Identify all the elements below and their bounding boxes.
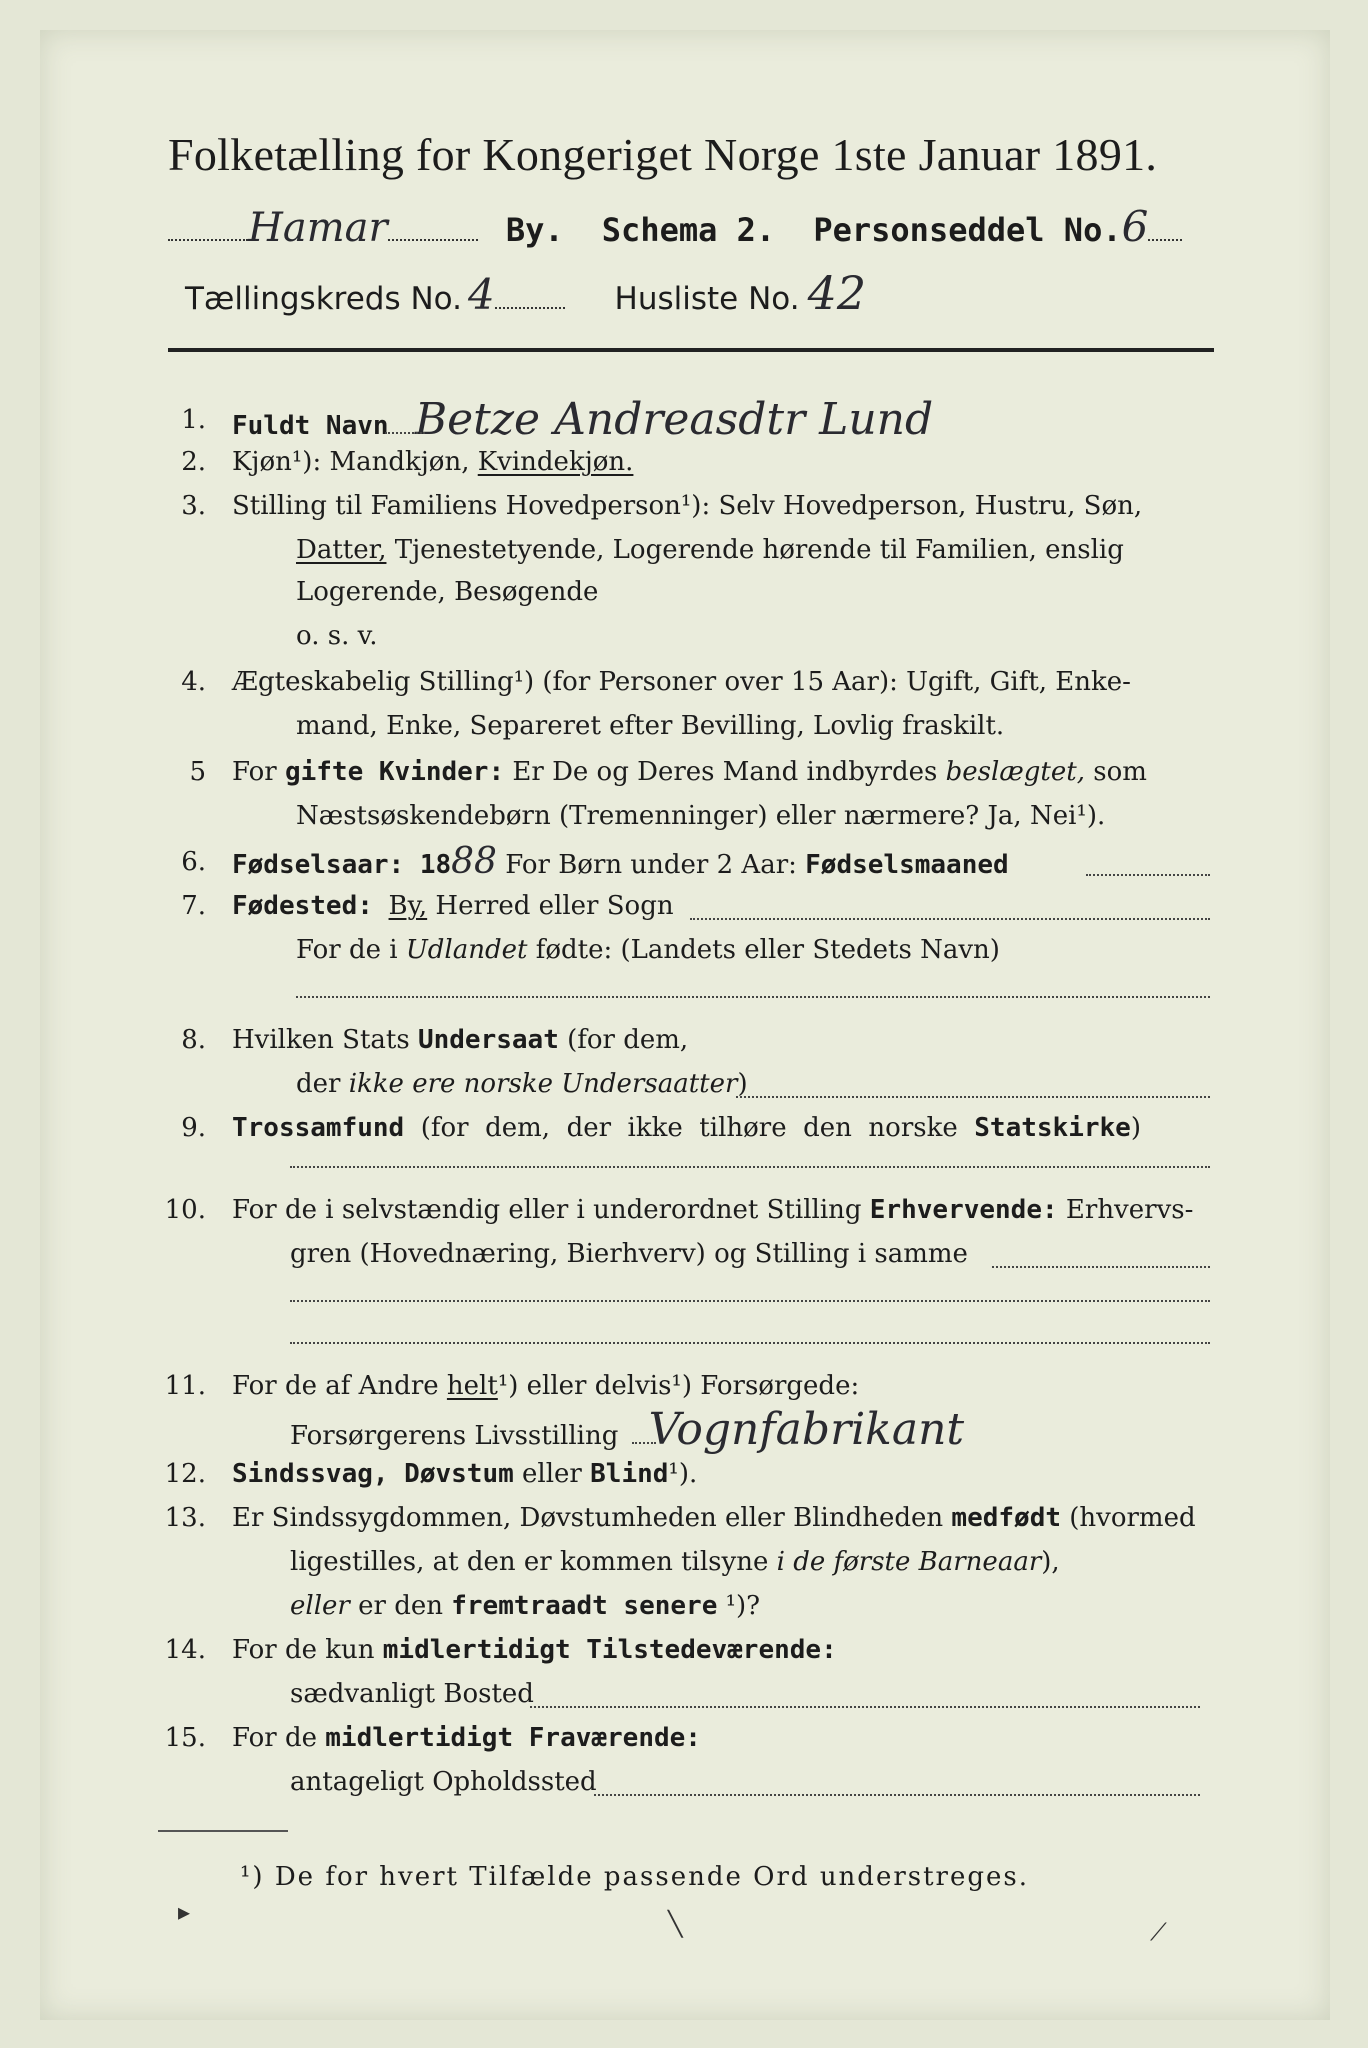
supporter-value: Vognfabrikant: [648, 1404, 965, 1455]
by-label: By.: [505, 211, 564, 249]
dotted-line: [632, 1442, 656, 1444]
margin-mark: ⟋: [1150, 1918, 1167, 1946]
dotted-line: [388, 238, 478, 241]
item-marital-status: Ægteskabelig Stilling¹) (for Personer over 15 Aar): Ugift, Gift, Enke-: [232, 667, 1131, 697]
text: ),: [1041, 1547, 1060, 1577]
item-number: 2.: [181, 447, 206, 477]
item-number: 8.: [181, 1025, 206, 1055]
item-number: 12.: [164, 1459, 206, 1489]
item-religion: [232, 1106, 1141, 1150]
item-birthplace-line2: [296, 928, 1000, 972]
item-number: 15.: [164, 1723, 206, 1753]
text-italic: eller: [290, 1591, 350, 1621]
margin-mark: ╲: [668, 1910, 683, 1938]
item-temporary-present: [232, 1628, 837, 1672]
dotted-line: [385, 432, 425, 434]
dotted-line: [290, 1300, 1210, 1302]
position-selected: Datter,: [296, 535, 387, 565]
item-number: 13.: [164, 1503, 206, 1533]
husliste-label: Husliste No.: [614, 281, 800, 317]
text-bold: Statskirke: [974, 1113, 1131, 1143]
text: der: [296, 1069, 349, 1099]
dotted-line: [690, 918, 1210, 920]
item-birth-year: [232, 840, 1009, 887]
form-title: Folketælling for Kongeriget Norge 1ste Januar 1891.: [168, 129, 1158, 180]
birth-year-value: 88: [451, 841, 497, 882]
dotted-line: [736, 1096, 1210, 1098]
text: eller: [513, 1459, 591, 1489]
husliste-number: 42: [807, 266, 867, 320]
text: (for dem,: [558, 1025, 689, 1055]
text-bold: Blind: [590, 1459, 669, 1489]
text-bold: midlertidigt Fraværende:: [325, 1723, 701, 1753]
item-congenital-line3: [290, 1584, 760, 1628]
item-probable-residence: antageligt Opholdssted: [290, 1767, 597, 1797]
item-family-position-line3: Logerende, Besøgende: [296, 577, 599, 607]
full-name-value: Betze Andreasdtr Lund: [414, 394, 934, 445]
full-name-label: Fuldt Navn: [232, 411, 389, 441]
supported-selected: helt: [446, 1371, 498, 1401]
dotted-line: [594, 1794, 1200, 1796]
dotted-line: [495, 306, 565, 309]
sex-selected: Kvindekjøn.: [477, 447, 634, 477]
text: For Børn under 2 Aar:: [496, 850, 806, 880]
supporter-label: Forsørgerens Livsstilling: [290, 1421, 619, 1451]
dotted-line: [290, 1166, 1210, 1168]
text: fødte: (Landets eller Stedets Navn): [527, 935, 1000, 965]
kreds-number: 4: [467, 270, 495, 319]
item-marital-status-line2: mand, Enke, Separeret efter Bevilling, Lovlig fraskilt.: [296, 711, 1005, 741]
married-women-label: gifte Kvinder:: [284, 757, 505, 787]
item-number: 14.: [164, 1635, 206, 1665]
text: Er De og Deres Mand indbyrdes: [504, 757, 946, 787]
item-number: 9.: [181, 1113, 206, 1143]
footnote: ¹) De for hvert Tilfælde passende Ord understreges.: [240, 1862, 1030, 1892]
text-italic: i de første Barneaar: [776, 1547, 1042, 1577]
text: Hvilken Stats: [232, 1025, 418, 1055]
text: Herred eller Sogn: [427, 891, 674, 921]
birth-month-label: Fødselsmaaned: [805, 850, 1009, 880]
item-number: 5: [189, 757, 206, 787]
dotted-line: [530, 1706, 1200, 1708]
item-number: 4.: [181, 667, 206, 697]
city-handwritten: Hamar: [248, 205, 388, 251]
text-italic: ikke ere norske Undersaatter: [348, 1069, 738, 1099]
text: (for dem, der ikke tilhøre den norske: [404, 1113, 975, 1143]
item-sex: [232, 440, 633, 484]
item-number: 11.: [164, 1371, 206, 1401]
birth-year-label: Fødselsaar: 18: [232, 850, 452, 880]
dotted-line: [290, 1342, 1210, 1344]
dotted-line: [296, 996, 1210, 998]
item-congenital-line2: [290, 1540, 1060, 1584]
item-occupation-line2: gren (Hovednæring, Bierhverv) og Stilling i samme: [290, 1239, 968, 1269]
disability-label: Sindssvag, Døvstum: [232, 1459, 514, 1489]
text: ¹) eller delvis¹) Forsørgede:: [497, 1371, 860, 1401]
item-supported: [232, 1364, 859, 1408]
text: ): [737, 1069, 748, 1099]
text-italic: Udlandet: [405, 935, 528, 965]
kreds-label: Tællingskreds No.: [185, 281, 462, 317]
personseddel-number: 6: [1121, 202, 1149, 251]
item-disability: [232, 1452, 697, 1496]
item-congenital: [232, 1496, 1196, 1540]
text: For de i selvstændig eller i underordnet Stilling: [232, 1195, 870, 1225]
text: For de af Andre: [232, 1371, 447, 1401]
item-number: 10.: [164, 1195, 206, 1225]
text: For de i: [296, 935, 406, 965]
text: ¹).: [668, 1459, 698, 1489]
item-number: 6.: [181, 847, 206, 877]
text: Erhvervs-: [1057, 1195, 1194, 1225]
text-bold: medfødt: [951, 1503, 1061, 1533]
item-usual-residence: sædvanligt Bosted: [290, 1679, 534, 1709]
item-supporter-occupation: [290, 1404, 965, 1458]
personseddel-label: Personseddel No.: [813, 211, 1122, 249]
text: (hvormed: [1061, 1503, 1196, 1533]
item-family-position-line2: [296, 528, 1124, 572]
text: ): [1130, 1113, 1141, 1143]
city-row: [168, 202, 1182, 251]
text: ¹)?: [717, 1591, 761, 1621]
dotted-line: [1148, 238, 1182, 241]
citizenship-label: Undersaat: [417, 1025, 559, 1055]
item-number: 3.: [181, 491, 206, 521]
birthplace-label: Fødested:: [232, 891, 389, 921]
schema-label: Schema 2.: [601, 211, 776, 249]
item-number: 1.: [181, 405, 206, 435]
text: For de kun: [232, 1635, 383, 1665]
item-citizenship-line2: [296, 1062, 748, 1106]
footnote-rule: [158, 1830, 288, 1832]
kreds-row: [185, 266, 866, 320]
text: som: [1084, 757, 1147, 787]
religion-label: Trossamfund: [232, 1113, 405, 1143]
item-occupation: [232, 1188, 1193, 1232]
item-birthplace: [232, 884, 674, 928]
text-bold: fremtraadt senere: [451, 1591, 718, 1621]
dotted-line: [168, 238, 248, 241]
margin-mark: ▸: [178, 1898, 191, 1926]
item-citizenship: [232, 1018, 688, 1062]
item-temporary-absent: [232, 1716, 701, 1760]
text-bold: midlertidigt Tilstedeværende:: [382, 1635, 837, 1665]
birthplace-selected: By,: [388, 891, 428, 921]
text: For: [232, 757, 285, 787]
occupation-label: Erhvervende:: [869, 1195, 1058, 1225]
item-married-women-line2: Næstsøskendebørn (Tremenninger) eller nærmere? Ja, Nei¹).: [296, 801, 1106, 831]
position-options: Tjenestetyende, Logerende hørende til Familien, enslig: [386, 535, 1124, 565]
text: Er Sindssygdommen, Døvstumheden eller Blindheden: [232, 1503, 952, 1533]
sex-label: Kjøn¹): Mandkjøn,: [232, 447, 478, 477]
item-number: 7.: [181, 891, 206, 921]
item-family-position: Stilling til Familiens Hovedperson¹): Selv Hovedperson, Hustru, Søn,: [232, 491, 1143, 521]
text-italic: beslægtet,: [945, 757, 1085, 787]
dotted-line: [992, 1266, 1210, 1268]
item-family-position-line4: o. s. v.: [296, 621, 378, 651]
dotted-line: [1086, 874, 1210, 876]
text: ligestilles, at den er kommen tilsyne: [290, 1547, 777, 1577]
header-rule: [168, 348, 1214, 352]
text: For de: [232, 1723, 326, 1753]
item-married-women: [232, 750, 1147, 794]
text: er den: [349, 1591, 452, 1621]
